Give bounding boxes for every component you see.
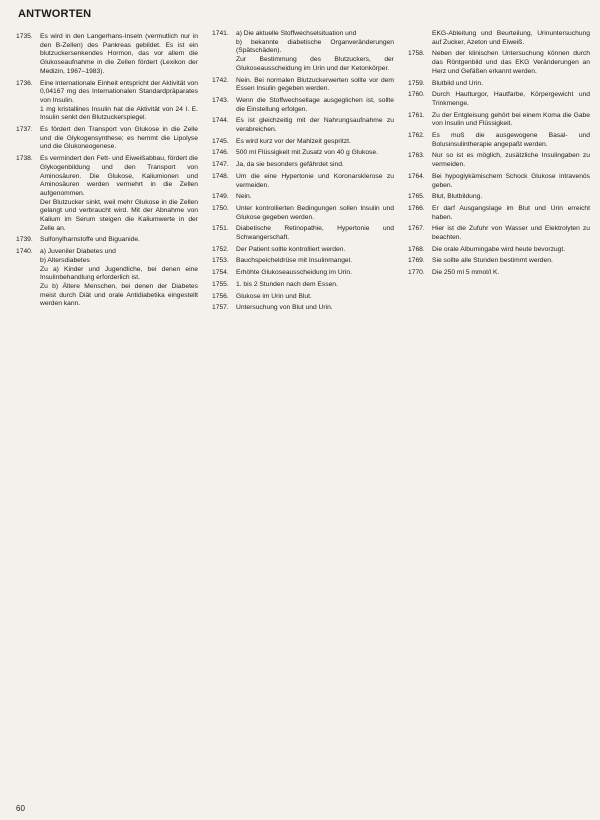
answer-number: 1757. [212, 304, 229, 312]
column-1 [16, 30, 198, 312]
answer-entry [408, 152, 590, 169]
column-2 [212, 30, 394, 316]
answer-text [236, 138, 394, 147]
answer-text [236, 77, 394, 94]
answer-line: Es wird in den Langerhans-Inseln (vermutlich nur in den B-Zellen) des Pankreas gebildet. Es ist ein blutzuckersenkendes Hormon, das vor allem die Glukoseaufnahme in die Zellen fördert (Lexikon der Medizin, 1967–1983). [40, 33, 198, 75]
answer-line: Bei hypoglykämischem Schock Glukose intravenös geben. [432, 172, 590, 189]
answer-line: Sie sollte alle Stunden bestimmt werden. [432, 257, 553, 265]
answer-number: 1745. [212, 137, 229, 145]
answer-entry [212, 173, 394, 190]
answer-text [432, 30, 590, 47]
answer-number: 1760. [408, 91, 425, 99]
answer-entry [212, 293, 394, 302]
answer-entry [16, 33, 198, 77]
answer-line: EKG-Ableitung und Beurteilung, Urinuntersuchung auf Zucker, Azeton und Eiweiß. [432, 30, 590, 46]
answer-line: Zu a) Kinder und Jugendliche, bei denen eine Insulinbehandlung erforderlich ist. [40, 265, 198, 282]
answer-entry [408, 80, 590, 89]
answer-text [432, 152, 590, 169]
answer-line: Zu der Entgleisung gehört bei einem Koma die Gabe von Insulin und Flüssigkeit. [432, 111, 590, 128]
answer-line: Um die eine Hypertonie und Koronarsklerose zu vermeiden. [236, 172, 394, 189]
answer-line: Ja, da sie besonders gefährdet sind. [236, 161, 344, 169]
answer-number [408, 30, 432, 47]
answer-number: 1740. [16, 248, 33, 256]
answer-number: 1746. [212, 149, 229, 157]
answer-text [40, 248, 198, 309]
answer-line: Nein. Bei normalen Blutzuckerwerten sollte vor dem Essen Insulin gegeben werden. [236, 76, 394, 93]
answer-entry [212, 30, 394, 74]
answer-text [432, 80, 590, 89]
answer-line: Bauchspeicheldrüse mit Insulinmangel. [236, 257, 352, 265]
answer-text [236, 117, 394, 134]
answer-text [236, 246, 394, 255]
answer-entry [408, 269, 590, 278]
answer-text [236, 30, 394, 74]
answer-line: 1. bis 2 Stunden nach dem Essen. [236, 280, 338, 288]
answer-entry [212, 138, 394, 147]
page-heading: ANTWORTEN [18, 8, 92, 20]
answer-entry [212, 161, 394, 170]
answer-number: 1763. [408, 152, 425, 160]
answer-number: 1748. [212, 172, 229, 180]
answer-number: 1750. [212, 204, 229, 212]
answer-text [40, 236, 198, 245]
answer-entry [212, 246, 394, 255]
answer-line: Zur Bestimmung des Blutzuckers, der Glukoseausscheidung im Urin und der Ketonkörper. [236, 56, 394, 72]
answer-number: 1755. [212, 280, 229, 288]
answer-entry [212, 269, 394, 278]
answer-line: Untersuchung von Blut und Urin. [236, 304, 333, 312]
answer-number: 1747. [212, 161, 229, 169]
answer-text [236, 193, 394, 202]
answer-entry [408, 257, 590, 266]
answer-line: Es muß die ausgewogene Basal- und Bolusinsulintherapie angepaßt werden. [432, 132, 590, 148]
answer-text [432, 173, 590, 190]
answer-text [432, 246, 590, 255]
answer-number: 1770. [408, 269, 425, 277]
answer-line: Unter kontrollierten Bedingungen sollen Insulin und Glukose gegeben werden. [236, 204, 394, 221]
answer-number: 1761. [408, 111, 425, 119]
column-3 [408, 30, 590, 281]
answer-line: Es fördert den Transport von Glukose in die Zelle und die Glykogensynthese; es hemmt die Lipolyse und die Glukoneogenese. [40, 126, 198, 151]
answer-line: Er darf Ausgangslage im Blut und Urin erreicht haben. [432, 204, 590, 221]
answer-line: Blutbild und Urin. [432, 79, 483, 87]
answer-text [236, 293, 394, 302]
answer-text [40, 126, 198, 152]
answer-number: 1769. [408, 257, 425, 265]
answer-text [236, 205, 394, 222]
answer-number: 1767. [408, 225, 425, 233]
answer-number: 1765. [408, 193, 425, 201]
answer-number: 1736. [16, 79, 33, 87]
answer-entry [212, 281, 394, 290]
answer-entry [212, 225, 394, 242]
answer-entry [16, 155, 198, 233]
answer-line: 1 mg kristallines Insulin hat die Aktivität von 24 I. E. Insulin senkt den Blutzuckerspiegel. [40, 105, 198, 122]
answer-text [432, 225, 590, 242]
answer-number: 1754. [212, 269, 229, 277]
answer-entry [212, 205, 394, 222]
answer-text [432, 269, 590, 278]
answer-number: 1735. [16, 33, 33, 40]
answer-number: 1766. [408, 204, 425, 212]
answer-line: Blut, Blutbildung. [432, 193, 483, 201]
answer-entry [408, 173, 590, 190]
answer-number: 1758. [408, 50, 425, 58]
answer-line: Nein. [236, 193, 252, 201]
answer-text [432, 205, 590, 222]
answer-text [432, 132, 590, 149]
answer-text [236, 304, 394, 313]
answer-number: 1756. [212, 292, 229, 300]
answer-entry [212, 117, 394, 134]
answer-line: Es vermindert den Fett- und Eiweißabbau, fördert die Glykogenbildung und den Transport von Aminosäuren. Die Glukose, Kaliumionen und Aminosäuren werden vermehrt in die Zellen aufgenommen. [40, 155, 198, 197]
answer-entry [212, 304, 394, 313]
answer-line: Erhöhte Glukoseausscheidung im Urin. [236, 269, 352, 277]
answer-line: Diabetische Retinopathie, Hypertonie und Schwangerschaft. [236, 225, 394, 242]
answer-entry [16, 236, 198, 245]
page-number: 60 [16, 804, 25, 813]
answer-number: 1739. [16, 236, 33, 244]
answer-number: 1737. [16, 126, 33, 134]
answer-text [236, 225, 394, 242]
answer-entry [408, 132, 590, 149]
answer-entry [16, 126, 198, 152]
answer-text [236, 257, 394, 266]
answer-text [236, 269, 394, 278]
answer-text [40, 33, 198, 77]
answer-text [432, 91, 590, 108]
answer-number: 1751. [212, 225, 229, 233]
answer-entry [408, 91, 590, 108]
answer-line: Die orale Albumingabe wird heute bevorzugt. [432, 245, 566, 253]
answer-line: Glukose im Urin und Blut. [236, 292, 312, 300]
answer-line: Es wird kurz vor der Mahlzeit gespritzt. [236, 137, 351, 145]
answer-line: Nur so ist es möglich, zusätzliche Insulingaben zu vermeiden. [432, 152, 590, 169]
answer-entry [408, 205, 590, 222]
answer-line: b) bekannte diabetische Organveränderungen (Spätschäden). [236, 38, 394, 55]
answer-line: Der Blutzucker sinkt, weil mehr Glukose in die Zellen gelangt und verbraucht wird. Mit der Abnahme von Kalium im Serum steigen die Kaliumwerte in der Zelle an. [40, 198, 198, 232]
answer-text [236, 161, 394, 170]
answer-number: 1759. [408, 79, 425, 87]
answer-entry [212, 97, 394, 114]
answer-entry [16, 248, 198, 309]
answer-line: a) Juveniler Diabetes und [40, 248, 116, 256]
answer-text [40, 80, 198, 124]
answer-entry [408, 30, 590, 47]
answer-text [432, 193, 590, 202]
answer-number: 1764. [408, 172, 425, 180]
answer-entry [212, 77, 394, 94]
answer-entry [408, 193, 590, 202]
answer-line: Eine internationale Einheit entspricht der Aktivität von 0,04167 mg des Internationalen Standardpräparates von Insulin. [40, 79, 198, 104]
answer-number: 1744. [212, 117, 229, 125]
answer-entry [16, 80, 198, 124]
answer-entry [408, 225, 590, 242]
answer-text [432, 50, 590, 76]
answer-text [236, 149, 394, 158]
answer-line: Durch Hautturgor, Hautfarbe, Körpergewicht und Trinkmenge. [432, 91, 590, 107]
answer-text [236, 173, 394, 190]
answer-line: Die 250 ml 5 mmol/l K. [432, 269, 500, 277]
answer-text [236, 97, 394, 114]
answer-entry [212, 257, 394, 266]
answer-entry [212, 149, 394, 158]
answer-entry [408, 50, 590, 76]
answer-entry [408, 112, 590, 129]
answer-text [432, 257, 590, 266]
answer-line: Neben der klinischen Untersuchung können durch das Röntgenbild und das EKG Veränderungen an Herz und Gefäßen erkannt werden. [432, 50, 590, 75]
answer-line: Zu b) Ältere Menschen, bei denen der Diabetes meist durch Diät und orale Antidiabetika eingestellt werden kann. [40, 282, 198, 308]
answer-number: 1752. [212, 245, 229, 253]
answer-number: 1743. [212, 96, 229, 104]
answer-line: Sulfonylharnstoffe und Biguanide. [40, 236, 140, 244]
answer-number: 1753. [212, 257, 229, 265]
answer-entry [212, 193, 394, 202]
answer-number: 1738. [16, 155, 33, 163]
answer-line: Hier ist die Zufuhr von Wasser und Elektrolyten zu beachten. [432, 225, 590, 242]
answer-number: 1749. [212, 193, 229, 201]
answer-line: a) Die aktuelle Stoffwechselsituation und [236, 30, 357, 37]
answer-entry [408, 246, 590, 255]
answer-number: 1741. [212, 30, 229, 37]
answer-text [432, 112, 590, 129]
answer-number: 1768. [408, 245, 425, 253]
answer-text [40, 155, 198, 233]
answer-line: Der Patient sollte kontrolliert werden. [236, 245, 346, 253]
answer-line: b) Altersdiabetes [40, 256, 90, 264]
answer-line: 500 ml Flüssigkeit mit Zusatz von 40 g Glukose. [236, 149, 378, 157]
answer-number: 1762. [408, 132, 425, 140]
answer-line: Wenn die Stoffwechsellage ausgeglichen ist, sollte die Einstellung erfolgen. [236, 96, 394, 113]
answer-number: 1742. [212, 76, 229, 84]
answer-line: Es ist gleichzeitig mit der Nahrungsaufnahme zu verabreichen. [236, 117, 394, 134]
answer-text [236, 281, 394, 290]
